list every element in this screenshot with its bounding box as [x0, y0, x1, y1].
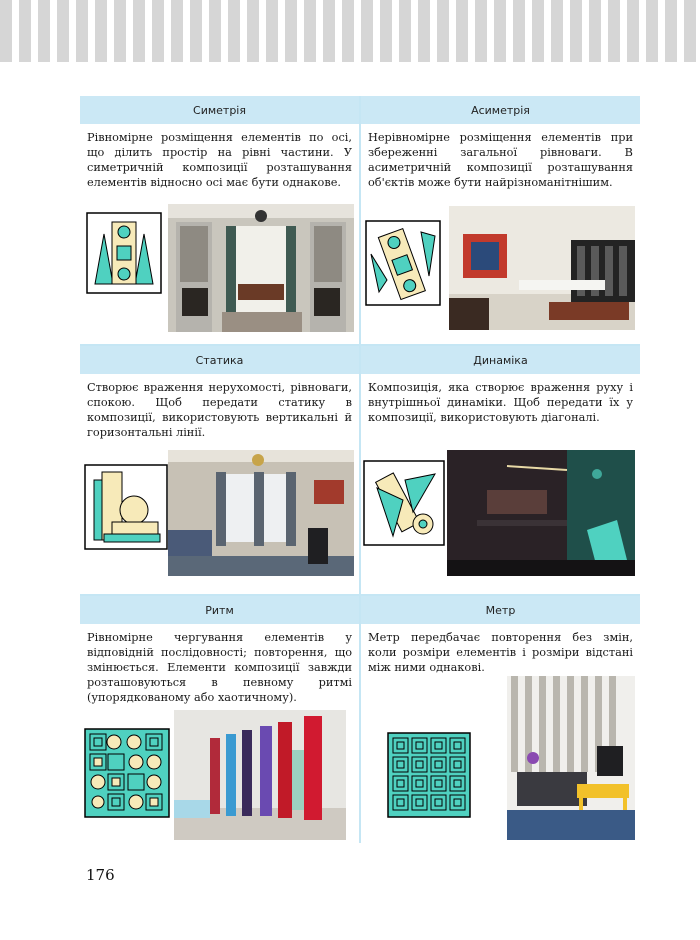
cell-asymmetry: [361, 96, 640, 344]
cell-description: Створює враження нерухомості, рівноваги, спокою. Щоб передати статику в композиції, використовують вертикальні й горизонтальні лінії.: [87, 381, 352, 439]
cell-title: Асиметрія: [361, 96, 640, 124]
cell-rhythm: [80, 596, 359, 847]
decorative-stripes: [0, 0, 700, 62]
cell-meter: [361, 596, 640, 847]
cell-description: Метр передбачає повторення без змін, коли розміри елементів і розміри відстані між ними однакові.: [368, 631, 633, 674]
cell-title: Динаміка: [361, 346, 640, 374]
dynamics-photo: [447, 450, 635, 576]
statics-photo: [168, 450, 354, 576]
symmetry-diagram: [86, 212, 162, 294]
meter-diagram: [387, 732, 471, 818]
cell-description: Рівномірне розміщення елементів по осі, що ділить простір на рівні частини. У симетричній композиції розташування елементів відносно осі має бути однакове.: [87, 131, 352, 189]
cell-title: Симетрія: [80, 96, 359, 124]
rhythm-diagram: [84, 728, 170, 818]
asymmetry-diagram: [365, 220, 441, 306]
cell-symmetry: [80, 96, 359, 344]
composition-table: [80, 96, 640, 843]
cell-title: Ритм: [80, 596, 359, 624]
symmetry-photo: [168, 204, 354, 332]
page-number: 176: [86, 866, 115, 884]
cell-description: Нерівномірне розміщення елементів при збереженні загальної рівноваги. В асиметричній композиції розташування об'єктів може бути найрізноманітнішим.: [368, 131, 633, 189]
statics-diagram: [84, 464, 168, 550]
cell-title: Метр: [361, 596, 640, 624]
cell-description: Рівномірне чергування елементів у відповідній послідовності; повторення, що змінюється. Елементи композиції завжди розташовуються в певному ритмі (упорядкованому або хаотичному).: [87, 631, 352, 704]
cell-statics: [80, 346, 359, 594]
dynamics-diagram: [363, 460, 445, 546]
asymmetry-photo: [449, 206, 635, 330]
cell-title: Статика: [80, 346, 359, 374]
cell-description: Композиція, яка створює враження руху і внутрішньої динаміки. Щоб передати їх у композиції, використовують діагоналі.: [368, 381, 633, 424]
meter-photo: [507, 676, 635, 840]
cell-dynamics: [361, 346, 640, 594]
rhythm-photo: [174, 710, 346, 840]
